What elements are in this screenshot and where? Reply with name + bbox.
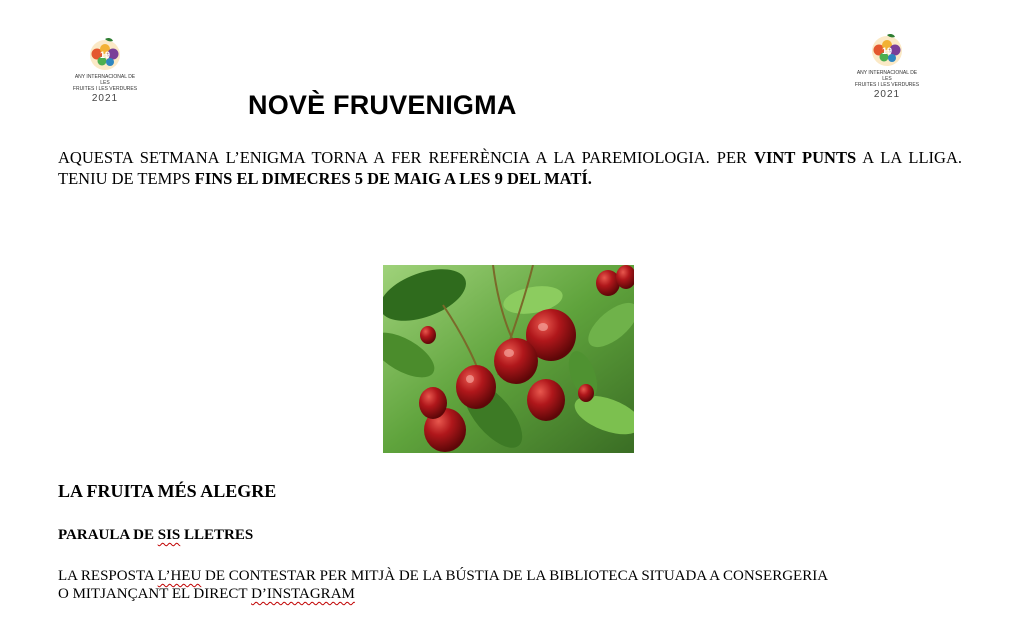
logo-caption-line2: FRUITES I LES VERDURES <box>854 82 920 88</box>
answer-text-2: DE CONTESTAR PER MITJÀ DE LA BÚSTIA DE LA BIBLIOTECA SITUADA A CONSERGERIA <box>201 568 829 584</box>
logo-year: 2021 <box>873 89 901 100</box>
logo-right <box>852 32 922 100</box>
answer-instructions <box>58 567 978 603</box>
svg-text:19: 19 <box>99 50 111 60</box>
logo-caption-line1: ANY INTERNACIONAL DE LES <box>74 74 136 86</box>
answer-line-2 <box>58 585 978 603</box>
intro-text-2: A LA LLIGA. TENIU DE TEMPS <box>58 148 962 188</box>
fruit-year-logo-icon <box>867 32 907 68</box>
intro-text-1: AQUESTA SETMANA L’ENIGMA TORNA A FER REFERÈNCIA A LA PAREMIOLOGIA. PER <box>58 148 755 167</box>
logo-caption <box>852 70 922 88</box>
page-title: NOVÈ FRUVENIGMA <box>248 90 517 120</box>
intro-points: VINT PUNTS <box>754 148 857 167</box>
logo-caption <box>70 74 140 92</box>
answer-text-3: O MITJANÇANT EL DIRECT <box>58 586 252 602</box>
fruit-photo <box>383 265 634 453</box>
jujube-fruit-image-icon <box>383 265 634 453</box>
logo-left <box>70 36 140 104</box>
logo-caption-line1: ANY INTERNACIONAL DE LES <box>856 70 918 82</box>
fruit-year-logo-icon <box>85 36 125 72</box>
riddle-hint <box>58 527 253 544</box>
intro-paragraph <box>58 147 962 189</box>
riddle-title: LA FRUITA MÉS ALEGRE <box>58 481 277 501</box>
hint-text-2: LLETRES <box>180 527 254 543</box>
answer-line-1 <box>58 567 978 585</box>
answer-spellcheck-word-1: L’HEU <box>157 568 202 584</box>
hint-letter-count: SIS <box>157 527 181 543</box>
logo-year: 2021 <box>91 93 119 104</box>
hint-text-1: PARAULA DE <box>58 527 158 543</box>
answer-text-1: LA RESPOSTA <box>58 568 158 584</box>
logo-caption-line2: FRUITES I LES VERDURES <box>72 86 138 92</box>
svg-text:19: 19 <box>881 46 893 56</box>
intro-deadline: FINS EL DIMECRES 5 DE MAIG A LES 9 DEL MATÍ. <box>194 169 592 188</box>
answer-spellcheck-word-2: D’INSTAGRAM <box>251 586 355 602</box>
